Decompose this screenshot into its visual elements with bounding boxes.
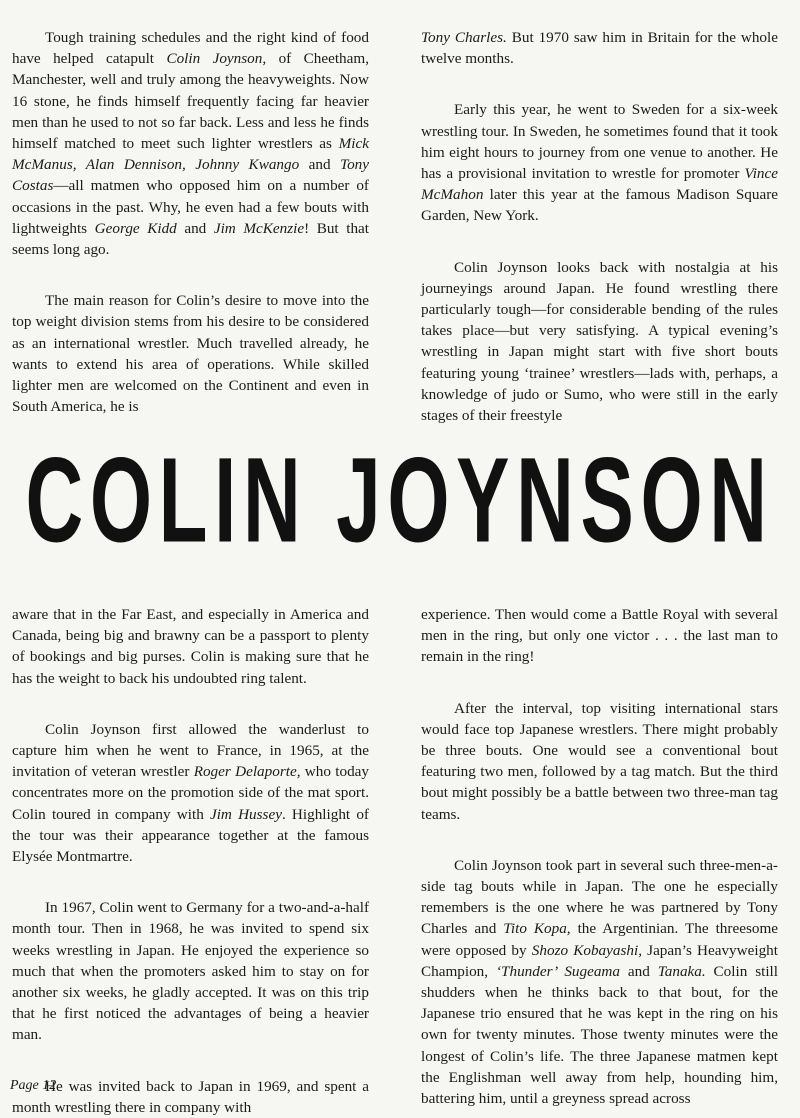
paragraph: In 1967, Colin went to Germany for a two-and-a-half month tour. Then in 1968, he was invited to spend six weeks wrestling in Japan. He enjoyed the experience so much that when the promoters asked him to stay on for another six weeks, he gladly accepted. It was on this trip that he first noticed the advantages of being a heavier man. bbox=[12, 899, 369, 1044]
headline bbox=[0, 430, 800, 570]
italic-name: Tito Kopa, bbox=[503, 920, 571, 938]
italic-name: Roger Delaporte, bbox=[193, 763, 301, 781]
italic-name: George Kidd bbox=[94, 219, 177, 237]
column-bottom-right bbox=[421, 604, 778, 1109]
italic-name: Colin Joynson, bbox=[166, 50, 267, 68]
italic-name: Shozo Kobayashi, bbox=[531, 941, 642, 959]
italic-name: Mick McManus, Alan Dennison, Johnny Kwango bbox=[12, 135, 369, 174]
italic-name: Tony Costas bbox=[12, 156, 369, 195]
paragraph: Colin Joynson first allowed the wanderlust to capture him when he went to France, in 1965, at the invitation of veteran wrestler Roger Delaporte, who today concentrates more on the promotion side of the mat sport. Colin toured in company with Jim Hussey. Highlight of the tour was their appearance together at the famous Elysée Montmartre. bbox=[12, 720, 370, 866]
column-top-left bbox=[12, 27, 369, 417]
paragraph: After the interval, top visiting international stars would face top Japanese wrestlers. There might probably be three bouts. One would see a conventional bout featuring two men, followed by a tag match. But the third bout might possibly be a battle between two three-man tag teams. bbox=[421, 699, 778, 823]
italic-name: Tony Charles. bbox=[421, 29, 507, 46]
paragraph: Colin Joynson took part in several such three-men-a-side tag bouts while in Japan. The one he especially remembers is the one where he was partnered by Tony Charles and Tito Kopa, the Argentinian. The threesome were opposed by Shozo Kobayashi, Japan’s Heavyweight Champion, ‘Thunder’ Sugeama and Tanaka. Colin still shudders when he thinks back to that bout, for the Japanese trio ensured that he was kept in the ring on his own for twenty minutes. Those twenty minutes were the longest of Colin’s life. The three Japanese matmen kept the Englishman well away from help, hounding him, battering him, until a greyness spread across bbox=[421, 856, 778, 1108]
article-title: COLIN JOYNSON bbox=[25, 431, 775, 568]
italic-name: Tanaka. bbox=[657, 962, 706, 980]
column-top-right bbox=[421, 27, 778, 426]
paragraph: Tough training schedules and the right kind of food have helped catapult Colin Joynson, of Cheetham, Manchester, well and truly among the heavyweights. Now 16 stone, he finds himself frequently facing far heavier men than he used to not so far back. Less and less he finds himself matched to meet such lighter wrestlers as Mick McManus, Alan Dennison, Johnny Kwango and Tony Costas—all matmen who opposed him on a number of occasions in the past. Why, he even had a few bouts with lightweights George Kidd and Jim McKenzie! But that seems long ago. bbox=[12, 29, 369, 259]
paragraph: Early this year, he went to Sweden for a six-week wrestling tour. In Sweden, he sometimes found that it took him eight hours to journey from one venue to another. He has a provisional invitation to wrestle for promoter Vince McMahon later this year at the famous Madison Square Garden, New York. bbox=[421, 101, 778, 225]
italic-name: Vince McMahon bbox=[421, 165, 778, 204]
paragraph: Colin Joynson looks back with nostalgia at his journeyings around Japan. He found wrestling there particularly tough—for considerable bending of the rules takes place—but very satisfying. A typical evening’s wrestling in Japan might start with five short bouts featuring young ‘trainee’ wrestlers—lads with, perhaps, a knowledge of judo or Sumo, who were still in the early stages of their freestyle bbox=[421, 258, 778, 425]
paragraph: He was invited back to Japan in 1969, and spent a month wrestling there in company with bbox=[12, 1077, 369, 1116]
italic-name: Jim McKenzie bbox=[213, 219, 305, 237]
column-bottom-left bbox=[12, 604, 369, 1118]
paragraph: aware that in the Far East, and especially in America and Canada, being big and brawny can be a passport to plenty of bookings and big purses. Colin is making sure that he has the weight to back his undoubted ring talent. bbox=[12, 606, 369, 687]
paragraph: experience. Then would come a Battle Royal with several men in the ring, but only one victor . . . the last man to remain in the ring! bbox=[421, 606, 778, 666]
paragraph: The main reason for Colin’s desire to move into the top weight division stems from his desire to be considered as an international wrestler. Much travelled already, he wants to extend his area of operations. While skilled lighter men are welcomed on the Continent and even in South America, he is bbox=[12, 292, 369, 416]
italic-name: ‘Thunder’ Sugeama bbox=[495, 962, 620, 980]
page-number: Page 12 bbox=[10, 1078, 57, 1093]
paragraph: Tony Charles. But 1970 saw him in Britain for the whole twelve months. bbox=[421, 29, 778, 68]
italic-name: Jim Hussey bbox=[209, 805, 282, 823]
